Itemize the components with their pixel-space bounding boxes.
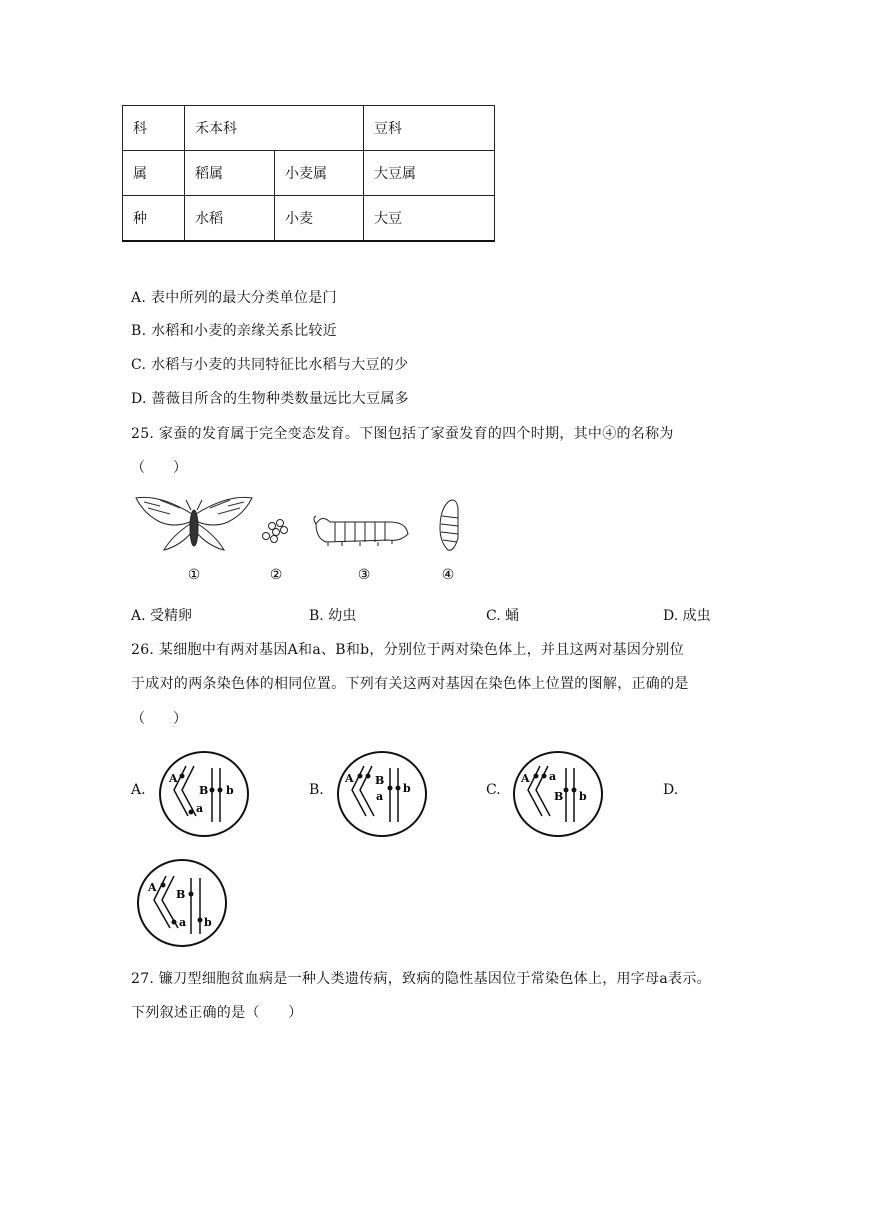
larva-icon [314,516,408,546]
table-cell: 小麦 [275,196,364,241]
cell-diagram-b[interactable] [336,750,428,838]
q25-option-a[interactable]: A. 受精卵 [131,608,193,624]
gene-label: A [345,772,354,785]
moth-icon [136,497,252,550]
table-cell: 禾本科 [185,106,364,151]
q24-option-c[interactable]: C. 水稻与小麦的共同特征比水稻与大豆的少 [131,357,409,373]
pupa-icon [440,500,458,550]
q24-option-d[interactable]: D. 蔷薇目所含的生物种类数量远比大豆属多 [131,391,409,407]
q24-option-b[interactable]: B. 水稻和小麦的亲缘关系比较近 [131,323,337,339]
gene-label: A [521,772,530,785]
q26-option-b-label[interactable]: B. [309,782,324,798]
stage-label: ① [187,567,201,583]
table-cell: 科 [123,106,185,151]
stage-label: ④ [441,567,455,583]
table-row [123,106,495,151]
table-row [123,196,495,241]
q25-option-b[interactable]: B. 幼虫 [309,608,357,624]
table-cell: 大豆 [364,196,495,241]
table-row [123,151,495,196]
q27-stem-line1: 27. 镰刀型细胞贫血病是一种人类遗传病，致病的隐性基因位于常染色体上，用字母a表示。 [131,971,711,987]
q26-option-d-label[interactable]: D. [663,782,679,798]
table-cell: 水稻 [185,196,275,241]
gene-label: b [204,916,212,929]
silkworm-lifecycle-figure [130,492,470,592]
q25-answer-paren: （ ） [131,460,187,476]
classification-table [122,105,495,242]
gene-label: B [554,790,564,803]
q24-option-a[interactable]: A. 表中所列的最大分类单位是门 [131,290,337,306]
q26-stem-line1: 26. 某细胞中有两对基因A和a、B和b，分别位于两对染色体上，并且这两对基因分别位 [131,642,685,658]
gene-label: b [226,784,234,797]
q26-stem-line2: 于成对的两条染色体的相同位置。下列有关这两对基因在染色体上位置的图解，正确的是 [131,676,689,692]
gene-label: a [376,790,384,803]
q25-option-c[interactable]: C. 蛹 [486,608,520,624]
egg-icon [263,520,288,543]
table-cell: 种 [123,196,185,241]
q26-answer-paren: （ ） [131,711,187,727]
gene-label: a [196,802,204,815]
gene-label: B [176,888,186,901]
gene-label: B [199,784,209,797]
table-cell: 稻属 [185,151,275,196]
stage-label: ② [269,567,283,583]
stage-label: ③ [357,567,371,583]
table-cell: 大豆属 [364,151,495,196]
q27-stem-line2: 下列叙述正确的是（ ） [131,1005,303,1021]
gene-label: A [169,772,178,785]
gene-label: b [579,790,587,803]
gene-label: B [375,774,385,787]
q25-stem: 25. 家蚕的发育属于完全变态发育。下图包括了家蚕发育的四个时期，其中④的名称为 [131,426,674,442]
gene-label: b [403,782,411,795]
cell-diagram-a[interactable] [158,750,250,838]
table-cell: 豆科 [364,106,495,151]
gene-label: A [148,881,157,894]
cell-diagram-c[interactable] [512,750,604,838]
q25-option-d[interactable]: D. 成虫 [663,608,711,624]
gene-label: a [549,770,557,783]
cell-diagram-d[interactable] [136,858,228,948]
gene-label: a [179,916,187,929]
q26-option-c-label[interactable]: C. [486,782,501,798]
table-cell: 小麦属 [275,151,364,196]
q26-option-a-label[interactable]: A. [131,782,146,798]
table-cell: 属 [123,151,185,196]
